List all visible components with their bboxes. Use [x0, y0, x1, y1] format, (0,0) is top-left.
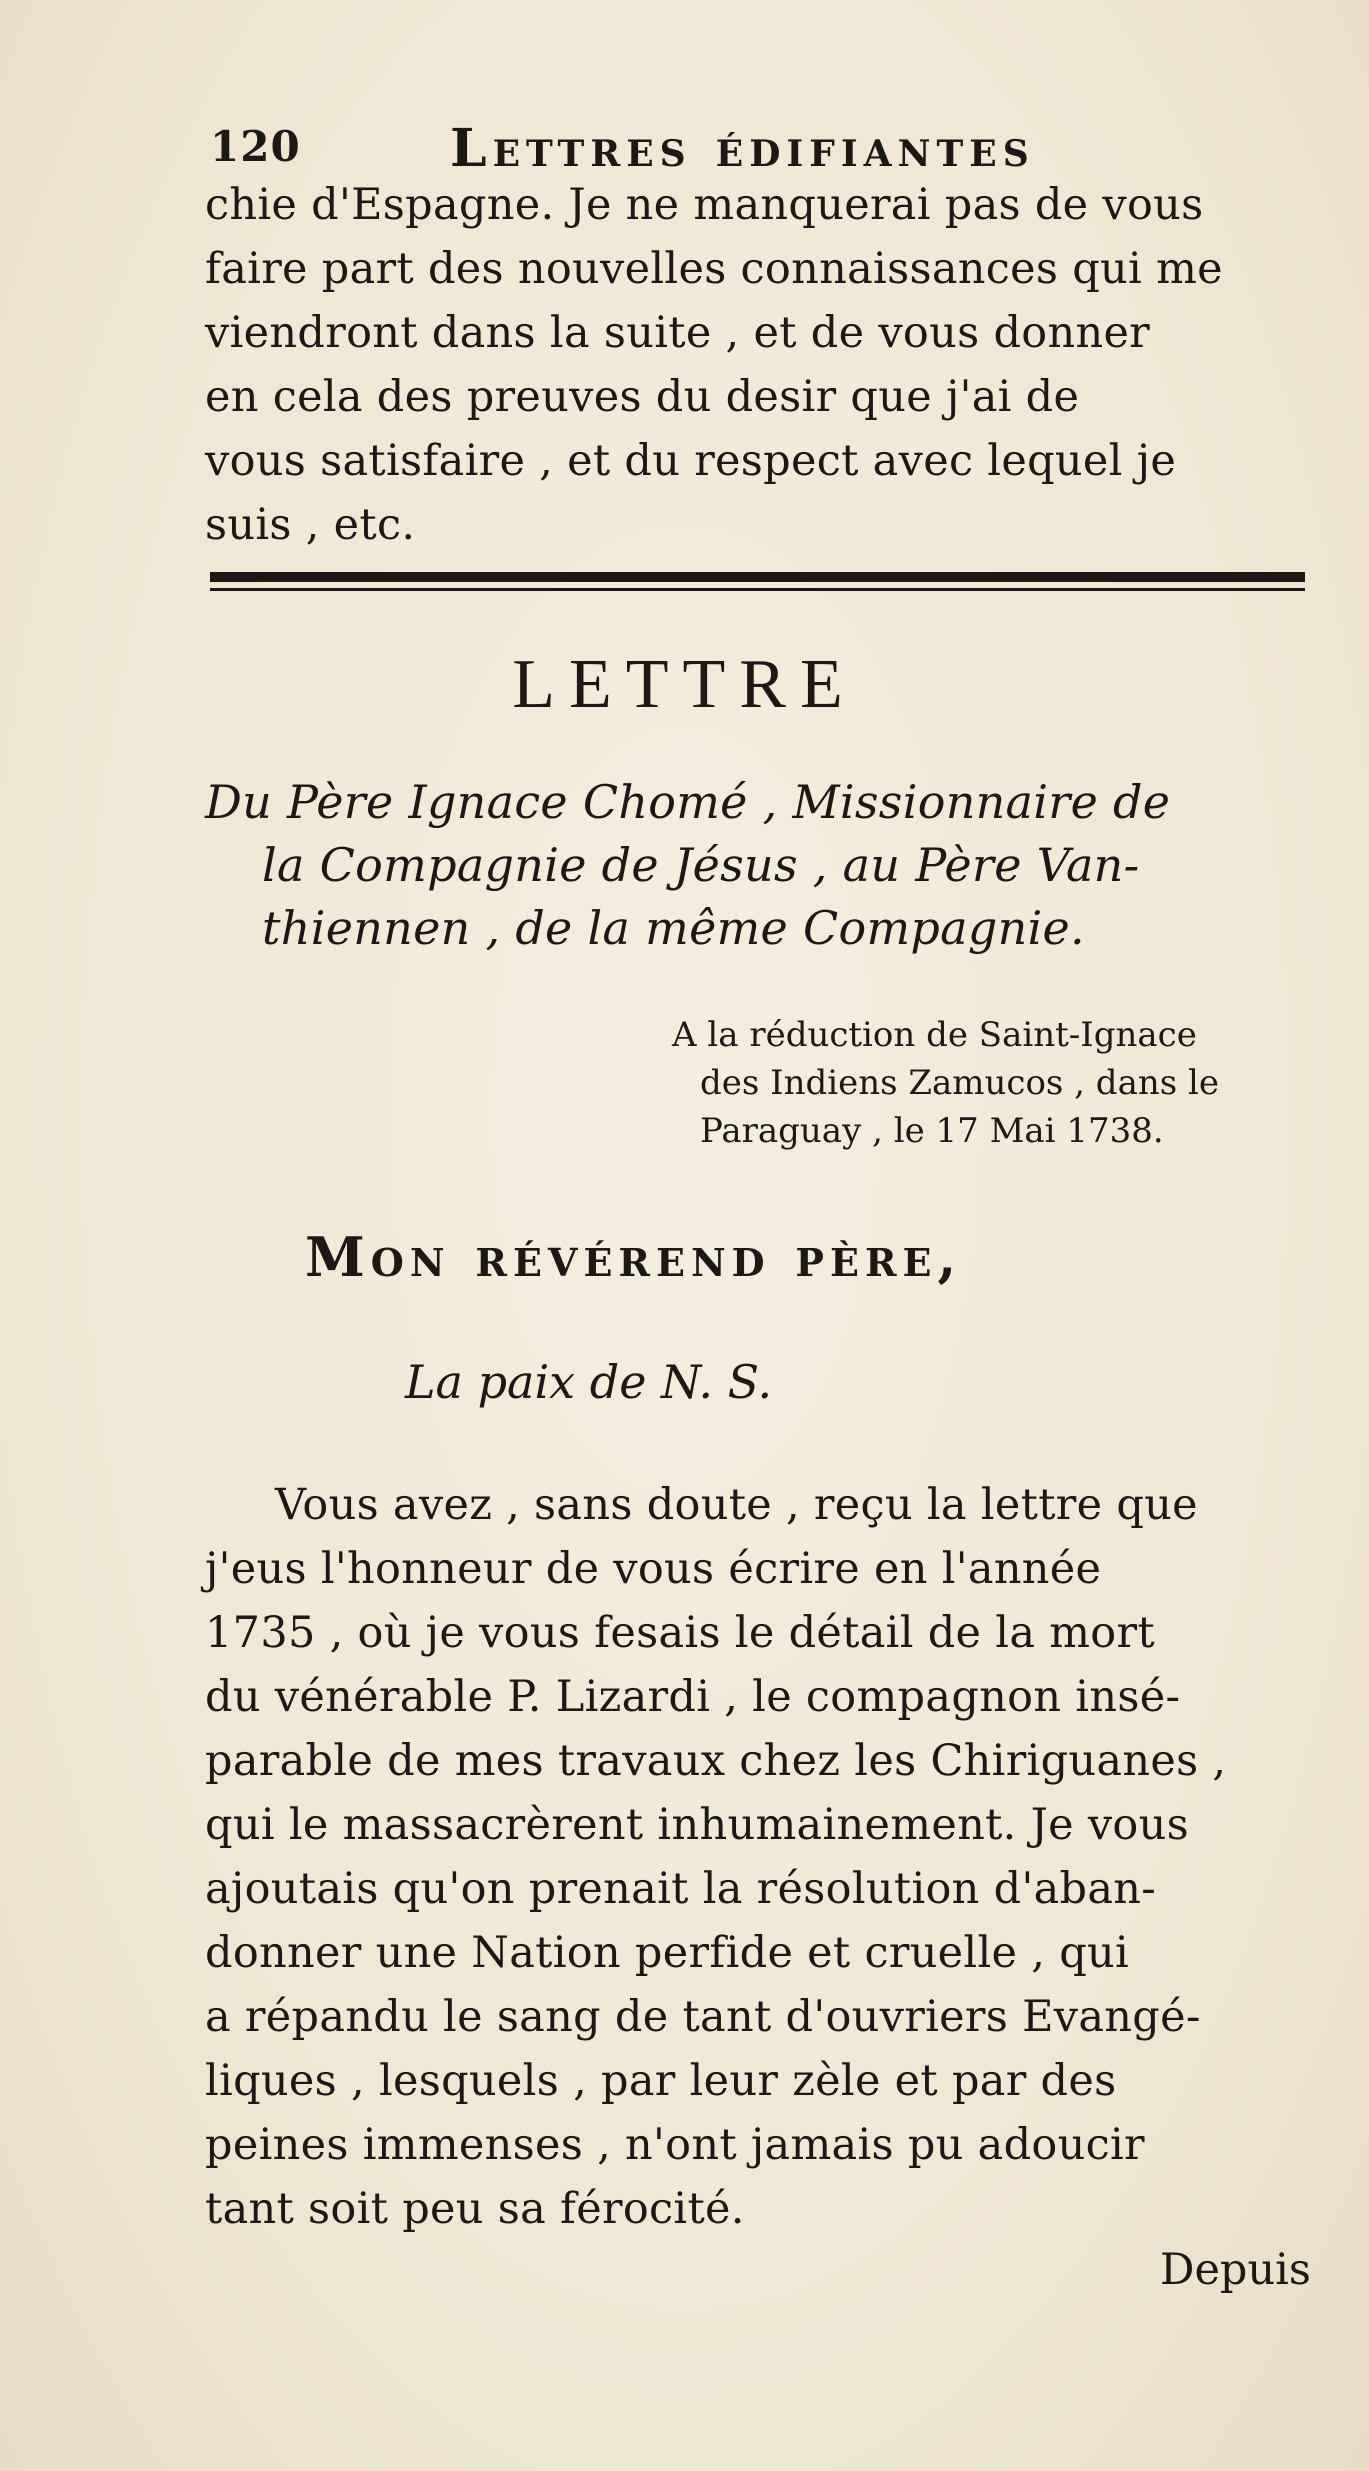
text-line: ajoutais qu'on prenait la résolution d'aban- — [205, 1864, 1157, 1914]
dateline-line: des Indiens Zamucos , dans le — [700, 1063, 1219, 1103]
text-line: qui le massacrèrent inhumainement. Je vous — [205, 1800, 1189, 1850]
greeting: La paix de N. S. — [405, 1355, 773, 1409]
text-line: faire part des nouvelles connaissances qui me — [205, 244, 1223, 294]
text-line: liques , lesquels , par leur zèle et par des — [205, 2056, 1117, 2106]
salutation: Mon révérend père, — [305, 1225, 963, 1289]
catchword: Depuis — [1160, 2245, 1311, 2295]
subtitle-line: thiennen , de la même Compagnie. — [262, 901, 1085, 955]
text-line: j'eus l'honneur de vous écrire en l'année — [205, 1544, 1102, 1594]
divider-thin-rule — [210, 588, 1305, 591]
subtitle-line: la Compagnie de Jésus , au Père Van- — [262, 838, 1140, 892]
dateline-line: Paraguay , le 17 Mai 1738. — [700, 1111, 1164, 1151]
text-line: du vénérable P. Lizardi , le compagnon insé- — [205, 1672, 1181, 1722]
text-line: donner une Nation perfide et cruelle , qui — [205, 1928, 1130, 1978]
text-line: viendront dans la suite , et de vous donner — [205, 308, 1151, 358]
text-line: Vous avez , sans doute , reçu la lettre que — [275, 1480, 1198, 1530]
text-line: en cela des preuves du desir que j'ai de — [205, 372, 1080, 422]
running-title: Lettres édifiantes — [450, 118, 1035, 179]
divider-thick-rule — [210, 572, 1305, 582]
text-line: parable de mes travaux chez les Chiriguanes , — [205, 1736, 1227, 1786]
text-line: vous satisfaire , et du respect avec lequel je — [205, 436, 1177, 486]
subtitle-line: Du Père Ignace Chomé , Missionnaire de — [205, 775, 1171, 829]
text-line: suis , etc. — [205, 500, 416, 550]
text-line: chie d'Espagne. Je ne manquerai pas de vous — [205, 180, 1204, 230]
text-line: a répandu le sang de tant d'ouvriers Evangé- — [205, 1992, 1201, 2042]
dateline-line: A la réduction de Saint-Ignace — [672, 1015, 1197, 1055]
text-line: peines immenses , n'ont jamais pu adoucir — [205, 2120, 1145, 2170]
text-line: tant soit peu sa férocité. — [205, 2184, 745, 2234]
letter-heading: LETTRE — [512, 646, 857, 723]
section-divider — [210, 572, 1305, 602]
page-header — [205, 118, 1205, 178]
page-number: 120 — [210, 122, 301, 171]
text-line: 1735 , où je vous fesais le détail de la mort — [205, 1608, 1155, 1658]
